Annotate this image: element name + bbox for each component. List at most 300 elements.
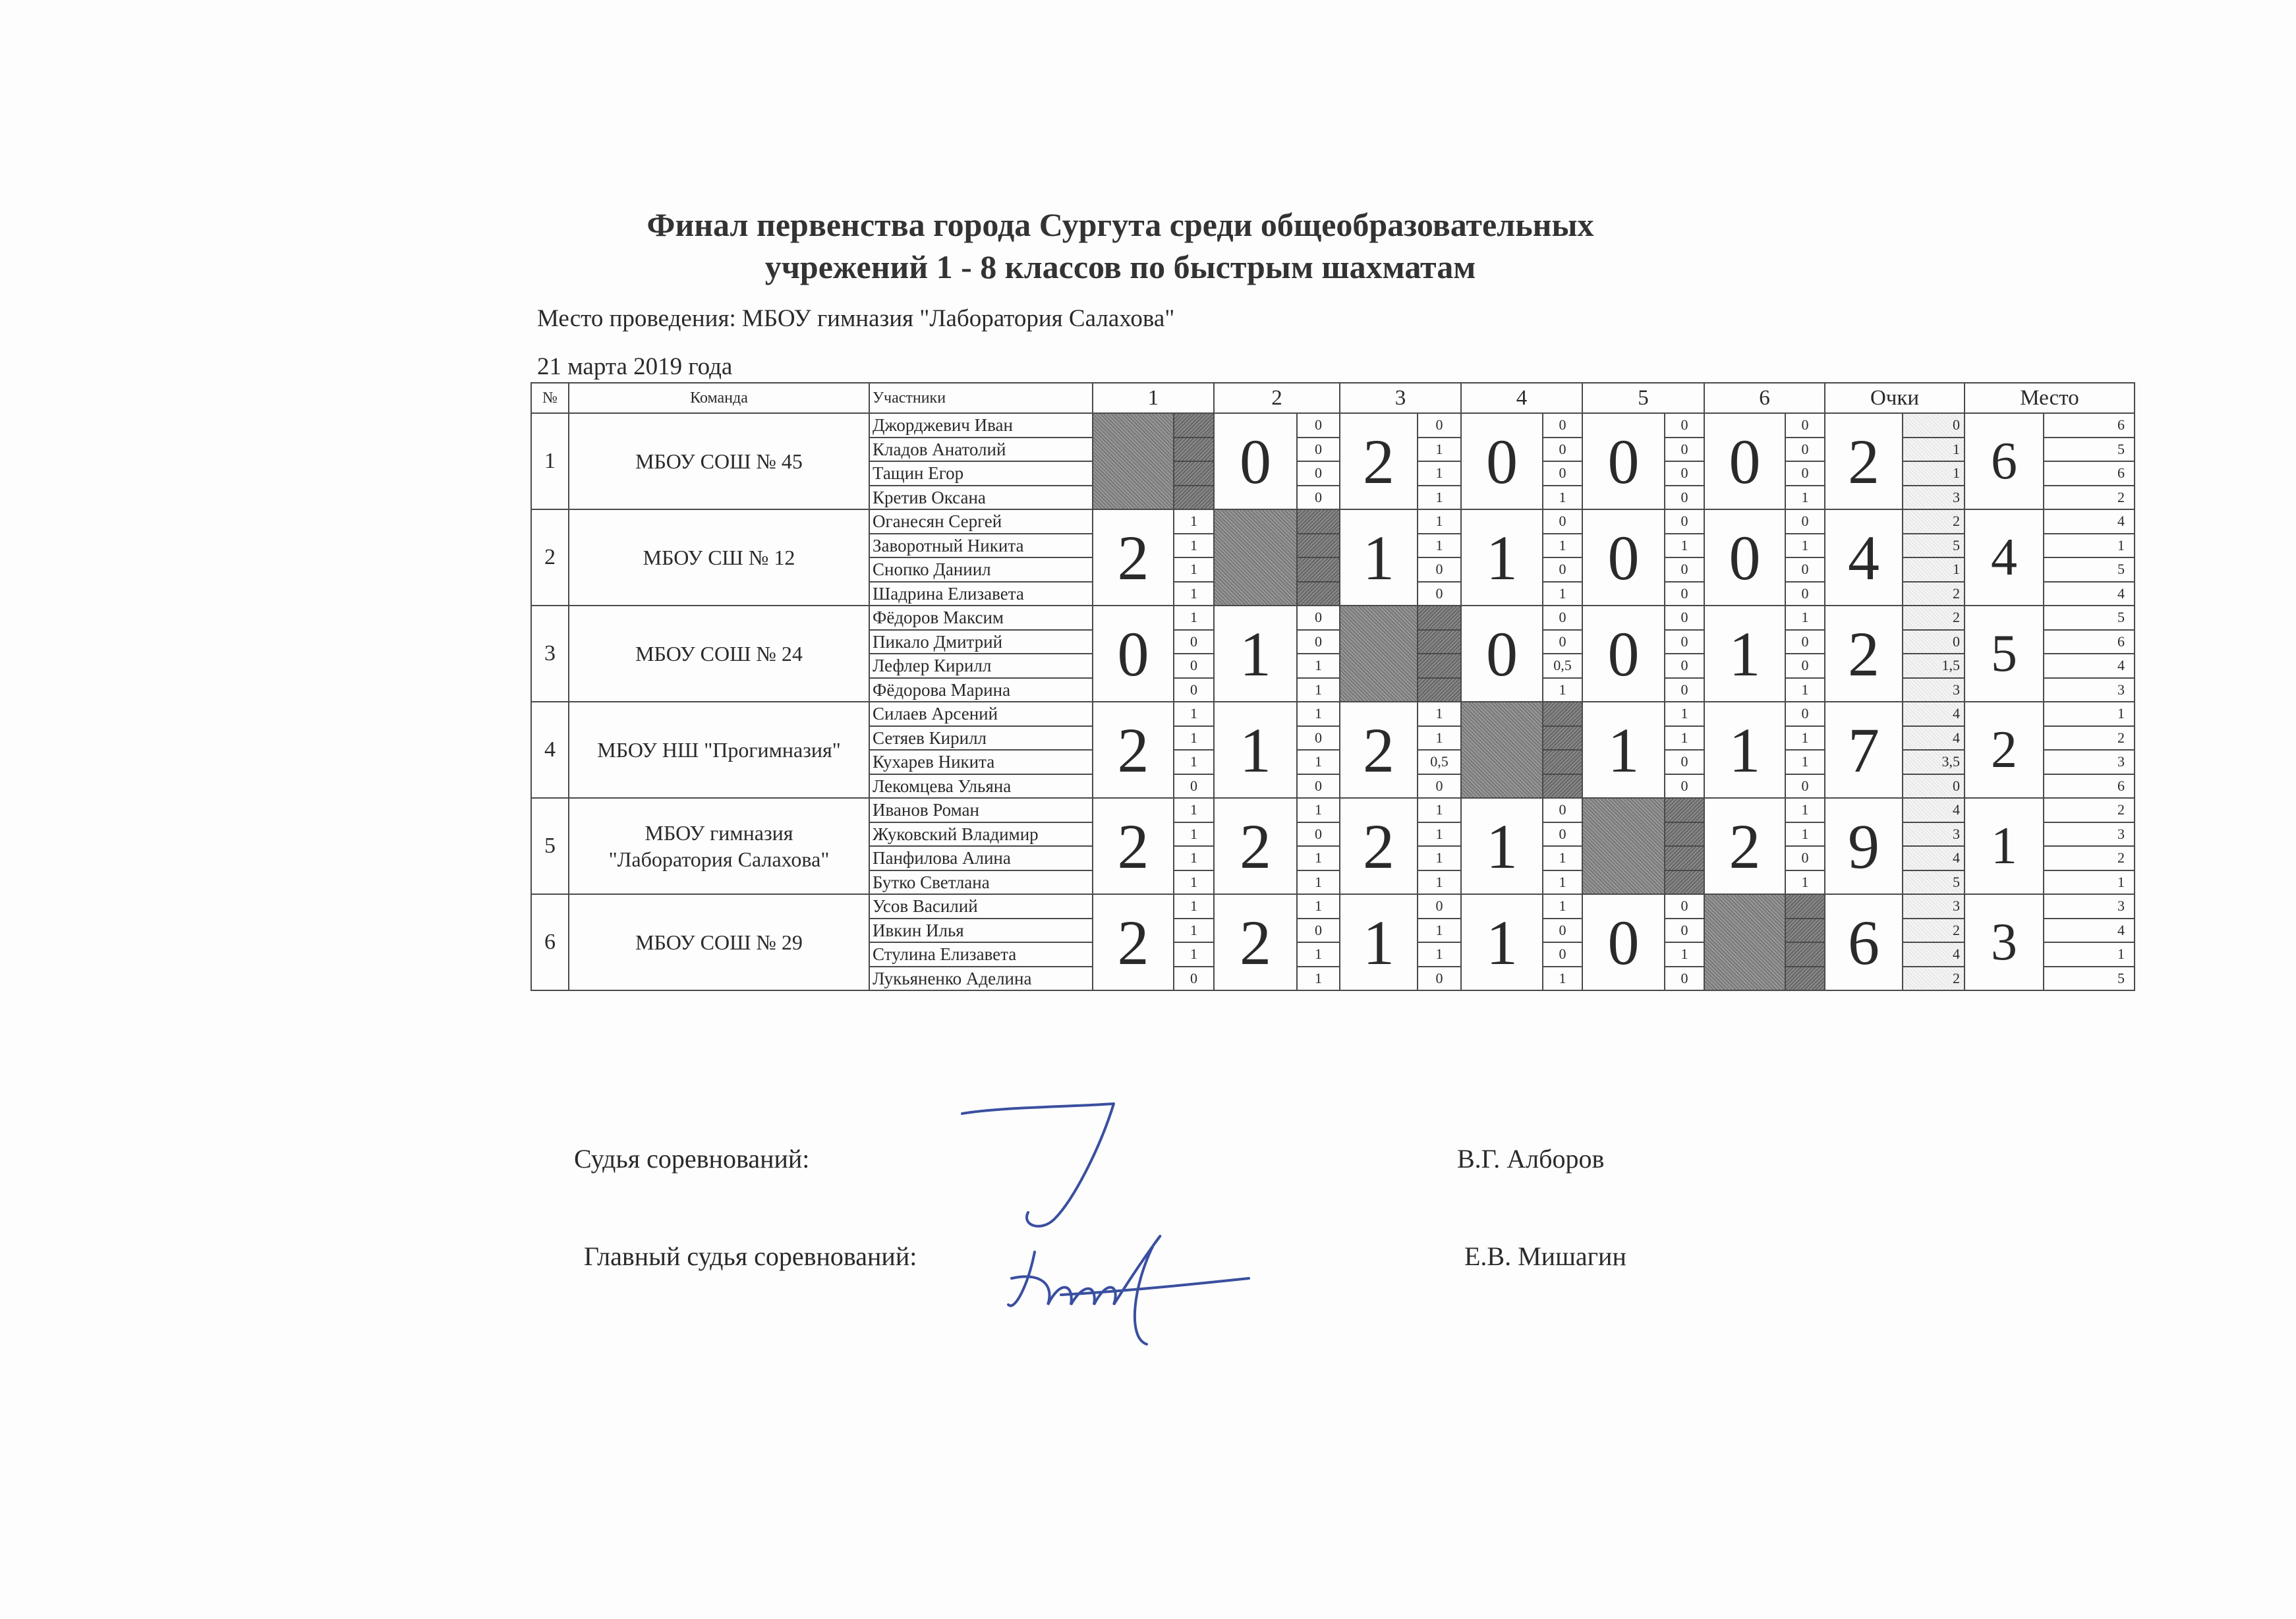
header-row (531, 383, 2135, 413)
team-name: МБОУ СОШ № 45 (569, 413, 869, 509)
board-place: 4 (2044, 509, 2135, 534)
board-place: 3 (2044, 750, 2135, 774)
board-score: 0 (1785, 557, 1825, 582)
self-match-board-cell (1543, 750, 1582, 774)
self-match-board-cell (1297, 582, 1340, 606)
board-points: 5 (1903, 870, 1965, 895)
team-name: МБОУ СОШ № 24 (569, 606, 869, 702)
board-score: 0,5 (1543, 654, 1582, 678)
board-place: 6 (2044, 630, 2135, 654)
self-match-cell (1582, 798, 1665, 894)
board-score: 1 (1785, 870, 1825, 895)
board-score: 1 (1418, 798, 1461, 822)
match-score: 2 (1704, 798, 1785, 894)
board-score: 1 (1297, 750, 1340, 774)
player-name: Ивкин Илья (869, 919, 1093, 943)
board-score: 1 (1297, 654, 1340, 678)
self-match-cell (1461, 702, 1543, 798)
board-score: 1 (1297, 870, 1340, 895)
board-score: 0 (1785, 413, 1825, 438)
self-match-board-cell (1174, 486, 1214, 510)
board-place: 2 (2044, 726, 2135, 751)
board-points: 4 (1903, 942, 1965, 967)
self-match-board-cell (1543, 702, 1582, 726)
board-points: 3 (1903, 894, 1965, 919)
board-points: 5 (1903, 534, 1965, 558)
match-score: 2 (1214, 798, 1297, 894)
self-match-board-cell (1418, 606, 1461, 630)
board-score: 0 (1665, 678, 1704, 702)
player-name: Лекомцева Ульяна (869, 774, 1093, 799)
self-match-board-cell (1785, 967, 1825, 991)
player-name: Жуковский Владимир (869, 822, 1093, 847)
header-round-1: 1 (1093, 383, 1214, 413)
board-score: 0 (1785, 654, 1825, 678)
board-points: 2 (1903, 919, 1965, 943)
player-name: Бутко Светлана (869, 870, 1093, 895)
board-points: 2 (1903, 606, 1965, 630)
board-score: 1 (1785, 798, 1825, 822)
self-match-board-cell (1785, 942, 1825, 967)
board-score: 1 (1665, 942, 1704, 967)
match-score: 1 (1340, 509, 1418, 606)
board-score: 1 (1174, 557, 1214, 582)
chief-judge-signature (1008, 1236, 1249, 1344)
board-place: 6 (2044, 413, 2135, 438)
board-score: 0 (1543, 919, 1582, 943)
header-round-4: 4 (1461, 383, 1582, 413)
board-score: 1 (1174, 894, 1214, 919)
board-score: 1 (1174, 702, 1214, 726)
board-score: 0 (1543, 606, 1582, 630)
player-name: Фёдорова Марина (869, 678, 1093, 702)
board-place: 3 (2044, 822, 2135, 847)
team-name: МБОУ СШ № 12 (569, 509, 869, 606)
self-match-cell (1214, 509, 1297, 606)
team-place: 6 (1965, 413, 2044, 509)
player-name: Кухарев Никита (869, 750, 1093, 774)
board-points: 2 (1903, 582, 1965, 606)
board-score: 0 (1665, 919, 1704, 943)
board-score: 1 (1297, 942, 1340, 967)
self-match-board-cell (1543, 726, 1582, 751)
player-name: Заворотный Никита (869, 534, 1093, 558)
board-score: 0 (1543, 438, 1582, 462)
board-score: 1 (1174, 870, 1214, 895)
match-score: 2 (1340, 413, 1418, 509)
board-place: 5 (2044, 438, 2135, 462)
board-place: 1 (2044, 942, 2135, 967)
board-score: 1 (1418, 534, 1461, 558)
header-round-3: 3 (1340, 383, 1461, 413)
board-score: 1 (1174, 822, 1214, 847)
board-place: 1 (2044, 534, 2135, 558)
board-score: 0 (1297, 486, 1340, 510)
self-match-board-cell (1785, 894, 1825, 919)
board-score: 0 (1418, 774, 1461, 799)
match-score: 0 (1093, 606, 1174, 702)
team-points: 7 (1825, 702, 1903, 798)
board-score: 0 (1665, 509, 1704, 534)
player-name: Сетяев Кирилл (869, 726, 1093, 751)
board-place: 2 (2044, 846, 2135, 870)
board-score: 0 (1297, 413, 1340, 438)
board-score: 1 (1174, 798, 1214, 822)
board-score: 1 (1665, 726, 1704, 751)
board-points: 0 (1903, 413, 1965, 438)
board-score: 1 (1418, 509, 1461, 534)
self-match-board-cell (1665, 798, 1704, 822)
match-score: 1 (1214, 702, 1297, 798)
self-match-board-cell (1297, 534, 1340, 558)
board-place: 2 (2044, 486, 2135, 510)
header-round-5: 5 (1582, 383, 1704, 413)
board-score: 1 (1418, 726, 1461, 751)
board-score: 0 (1543, 509, 1582, 534)
self-match-board-cell (1543, 774, 1582, 799)
board-place: 4 (2044, 919, 2135, 943)
board-score: 1 (1785, 534, 1825, 558)
board-score: 0 (1297, 726, 1340, 751)
board-place: 4 (2044, 654, 2135, 678)
table-row (531, 413, 2135, 438)
self-match-board-cell (1665, 870, 1704, 895)
board-score: 0 (1785, 438, 1825, 462)
match-score: 1 (1461, 509, 1543, 606)
board-score: 1 (1174, 919, 1214, 943)
match-score: 2 (1093, 702, 1174, 798)
board-score: 1 (1418, 822, 1461, 847)
board-score: 1 (1543, 534, 1582, 558)
board-score: 0 (1297, 919, 1340, 943)
board-score: 1 (1174, 509, 1214, 534)
player-name: Иванов Роман (869, 798, 1093, 822)
match-score: 2 (1340, 798, 1418, 894)
header-players: Участники (869, 383, 1093, 413)
player-name: Шадрина Елизавета (869, 582, 1093, 606)
self-match-board-cell (1418, 678, 1461, 702)
self-match-board-cell (1174, 413, 1214, 438)
match-score: 0 (1582, 509, 1665, 606)
board-score: 1 (1174, 582, 1214, 606)
board-points: 1 (1903, 557, 1965, 582)
player-name: Силаев Арсений (869, 702, 1093, 726)
match-score: 1 (1704, 702, 1785, 798)
team-name: МБОУ гимназия "Лаборатория Салахова" (569, 798, 869, 894)
board-score: 0 (1174, 967, 1214, 991)
board-score: 0 (1543, 822, 1582, 847)
board-score: 0 (1785, 461, 1825, 486)
board-score: 1 (1174, 846, 1214, 870)
header-place: Место (1965, 383, 2135, 413)
board-place: 6 (2044, 774, 2135, 799)
table-row (531, 798, 2135, 822)
board-score: 1 (1543, 894, 1582, 919)
board-score: 1 (1785, 606, 1825, 630)
board-score: 0 (1785, 630, 1825, 654)
board-score: 1 (1665, 534, 1704, 558)
board-score: 0 (1665, 774, 1704, 799)
board-score: 1 (1418, 919, 1461, 943)
board-score: 0 (1665, 630, 1704, 654)
match-score: 1 (1214, 606, 1297, 702)
self-match-board-cell (1665, 822, 1704, 847)
board-score: 0 (1297, 630, 1340, 654)
table-row (531, 894, 2135, 919)
board-score: 1 (1543, 870, 1582, 895)
chief-judge-name: Е.В. Мишагин (1464, 1241, 1626, 1271)
match-score: 1 (1340, 894, 1418, 990)
board-score: 0 (1297, 438, 1340, 462)
board-score: 1 (1174, 942, 1214, 967)
board-score: 0 (1418, 582, 1461, 606)
self-match-board-cell (1174, 461, 1214, 486)
player-name: Кладов Анатолий (869, 438, 1093, 462)
player-name: Стулина Елизавета (869, 942, 1093, 967)
board-place: 1 (2044, 870, 2135, 895)
board-score: 1 (1297, 702, 1340, 726)
board-points: 3 (1903, 486, 1965, 510)
match-score: 0 (1582, 606, 1665, 702)
board-score: 0 (1665, 606, 1704, 630)
self-match-board-cell (1665, 846, 1704, 870)
board-score: 0 (1418, 894, 1461, 919)
match-score: 0 (1214, 413, 1297, 509)
board-score: 1 (1665, 702, 1704, 726)
match-score: 0 (1582, 413, 1665, 509)
judge-label: Судья соревнований: (574, 1144, 810, 1174)
board-score: 0 (1543, 630, 1582, 654)
team-points: 6 (1825, 894, 1903, 990)
board-score: 1 (1543, 678, 1582, 702)
board-score: 0 (1174, 774, 1214, 799)
board-points: 2 (1903, 509, 1965, 534)
table-row (531, 606, 2135, 630)
board-score: 1 (1785, 486, 1825, 510)
team-points: 4 (1825, 509, 1903, 606)
board-score: 1 (1785, 750, 1825, 774)
board-score: 0,5 (1418, 750, 1461, 774)
judge-name: В.Г. Алборов (1457, 1144, 1605, 1174)
board-score: 1 (1785, 726, 1825, 751)
team-number: 5 (531, 798, 569, 894)
match-score: 0 (1704, 509, 1785, 606)
board-score: 0 (1174, 678, 1214, 702)
board-score: 0 (1665, 654, 1704, 678)
team-name: МБОУ НШ "Прогимназия" (569, 702, 869, 798)
board-place: 5 (2044, 557, 2135, 582)
table-row (531, 702, 2135, 726)
header-points: Очки (1825, 383, 1965, 413)
board-score: 1 (1174, 534, 1214, 558)
self-match-board-cell (1418, 654, 1461, 678)
board-score: 1 (1543, 582, 1582, 606)
board-points: 0 (1903, 630, 1965, 654)
board-score: 1 (1297, 798, 1340, 822)
match-score: 2 (1093, 509, 1174, 606)
board-score: 1 (1543, 846, 1582, 870)
match-score: 0 (1461, 413, 1543, 509)
board-score: 0 (1665, 557, 1704, 582)
board-score: 1 (1785, 678, 1825, 702)
board-score: 1 (1174, 750, 1214, 774)
team-place: 2 (1965, 702, 2044, 798)
team-name: МБОУ СОШ № 29 (569, 894, 869, 990)
board-points: 4 (1903, 726, 1965, 751)
board-score: 1 (1418, 702, 1461, 726)
board-score: 0 (1543, 942, 1582, 967)
board-score: 0 (1297, 461, 1340, 486)
board-score: 0 (1418, 557, 1461, 582)
board-points: 0 (1903, 774, 1965, 799)
board-score: 1 (1174, 726, 1214, 751)
board-score: 0 (1665, 438, 1704, 462)
player-name: Панфилова Алина (869, 846, 1093, 870)
board-score: 1 (1418, 846, 1461, 870)
board-score: 0 (1543, 413, 1582, 438)
board-score: 1 (1297, 967, 1340, 991)
board-score: 0 (1174, 630, 1214, 654)
board-points: 4 (1903, 702, 1965, 726)
self-match-board-cell (1297, 509, 1340, 534)
board-score: 0 (1418, 967, 1461, 991)
board-points: 1 (1903, 461, 1965, 486)
chief-judge-label: Главный судья соревнований: (584, 1241, 917, 1271)
board-place: 1 (2044, 702, 2135, 726)
board-score: 0 (1665, 486, 1704, 510)
board-score: 0 (1665, 967, 1704, 991)
board-score: 0 (1785, 702, 1825, 726)
board-score: 0 (1543, 557, 1582, 582)
team-number: 6 (531, 894, 569, 990)
board-score: 0 (1665, 894, 1704, 919)
team-number: 4 (531, 702, 569, 798)
team-number: 1 (531, 413, 569, 509)
board-points: 3 (1903, 678, 1965, 702)
team-number: 2 (531, 509, 569, 606)
self-match-board-cell (1418, 630, 1461, 654)
board-place: 6 (2044, 461, 2135, 486)
board-score: 0 (1297, 822, 1340, 847)
date: 21 марта 2019 года (537, 353, 733, 380)
board-score: 1 (1418, 461, 1461, 486)
board-points: 4 (1903, 798, 1965, 822)
board-score: 1 (1174, 606, 1214, 630)
team-place: 1 (1965, 798, 2044, 894)
board-score: 0 (1665, 750, 1704, 774)
board-score: 1 (1418, 870, 1461, 895)
player-name: Фёдоров Максим (869, 606, 1093, 630)
title-line-1: Финал первенства города Сургута среди общеобразовательных (646, 206, 1594, 243)
player-name: Тащин Егор (869, 461, 1093, 486)
match-score: 1 (1704, 606, 1785, 702)
board-score: 0 (1543, 461, 1582, 486)
board-points: 4 (1903, 846, 1965, 870)
board-points: 2 (1903, 967, 1965, 991)
board-score: 0 (1665, 461, 1704, 486)
self-match-board-cell (1297, 557, 1340, 582)
board-score: 0 (1665, 582, 1704, 606)
board-score: 1 (1543, 967, 1582, 991)
player-name: Лефлер Кирилл (869, 654, 1093, 678)
match-score: 0 (1582, 894, 1665, 990)
venue: Место проведения: МБОУ гимназия "Лаборатория Салахова" (537, 305, 1175, 332)
board-score: 0 (1174, 654, 1214, 678)
board-points: 3 (1903, 822, 1965, 847)
board-score: 0 (1785, 774, 1825, 799)
team-points: 2 (1825, 606, 1903, 702)
team-place: 4 (1965, 509, 2044, 606)
board-points: 1 (1903, 438, 1965, 462)
team-place: 3 (1965, 894, 2044, 990)
header-team: Команда (569, 383, 869, 413)
board-score: 0 (1543, 798, 1582, 822)
team-points: 9 (1825, 798, 1903, 894)
board-points: 1,5 (1903, 654, 1965, 678)
team-place: 5 (1965, 606, 2044, 702)
board-score: 0 (1665, 413, 1704, 438)
header-round-6: 6 (1704, 383, 1825, 413)
self-match-board-cell (1785, 919, 1825, 943)
self-match-cell (1340, 606, 1418, 702)
board-score: 1 (1785, 822, 1825, 847)
header-num: № (531, 383, 569, 413)
player-name: Усов Василий (869, 894, 1093, 919)
table-row (531, 509, 2135, 534)
team-points: 2 (1825, 413, 1903, 509)
header-round-2: 2 (1214, 383, 1340, 413)
player-name: Оганесян Сергей (869, 509, 1093, 534)
match-score: 1 (1461, 894, 1543, 990)
board-score: 0 (1297, 606, 1340, 630)
player-name: Лукьяненко Аделина (869, 967, 1093, 991)
board-score: 1 (1418, 942, 1461, 967)
board-place: 5 (2044, 967, 2135, 991)
board-score: 1 (1418, 486, 1461, 510)
match-score: 2 (1340, 702, 1418, 798)
title-line-2: учрежений 1 - 8 классов по быстрым шахматам (764, 248, 1476, 285)
board-points: 3,5 (1903, 750, 1965, 774)
team-number: 3 (531, 606, 569, 702)
player-name: Джорджевич Иван (869, 413, 1093, 438)
match-score: 2 (1093, 798, 1174, 894)
board-score: 1 (1543, 486, 1582, 510)
player-name: Снопко Даниил (869, 557, 1093, 582)
handwritten-signatures (949, 1087, 1278, 1364)
board-score: 1 (1418, 438, 1461, 462)
match-score: 0 (1461, 606, 1543, 702)
match-score: 1 (1461, 798, 1543, 894)
board-score: 0 (1785, 582, 1825, 606)
board-place: 5 (2044, 606, 2135, 630)
results-table (531, 382, 2135, 991)
board-place: 2 (2044, 798, 2135, 822)
board-score: 1 (1297, 894, 1340, 919)
board-score: 1 (1297, 678, 1340, 702)
self-match-board-cell (1174, 438, 1214, 462)
self-match-cell (1093, 413, 1174, 509)
self-match-cell (1704, 894, 1785, 990)
match-score: 1 (1582, 702, 1665, 798)
match-score: 2 (1214, 894, 1297, 990)
player-name: Пикало Дмитрий (869, 630, 1093, 654)
board-score: 0 (1297, 774, 1340, 799)
judge-signature (962, 1104, 1114, 1226)
board-score: 0 (1418, 413, 1461, 438)
board-score: 0 (1785, 509, 1825, 534)
match-score: 0 (1704, 413, 1785, 509)
player-name: Кретив Оксана (869, 486, 1093, 510)
